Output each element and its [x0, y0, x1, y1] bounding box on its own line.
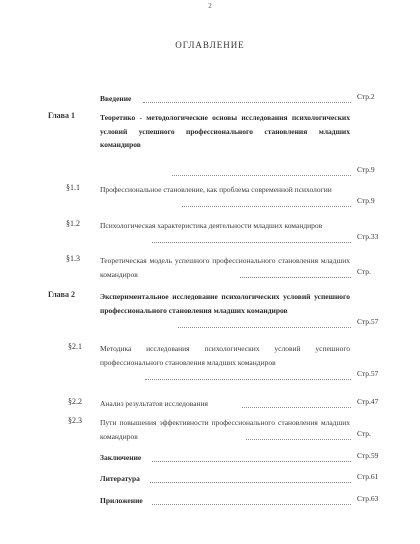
toc-entry-label: Глава 2: [48, 290, 75, 299]
dot-leader: [152, 461, 351, 462]
toc-entry-page: Стр.61: [357, 472, 379, 481]
toc-entry-page: Стр.33: [357, 232, 379, 241]
toc-entry-label: §2.1: [68, 342, 82, 351]
dot-leader: [240, 277, 351, 278]
dot-leader: [172, 175, 351, 176]
dot-leader: [150, 482, 351, 483]
dot-leader: [152, 242, 351, 243]
toc-title: ОГЛАВЛЕНИЕ: [175, 40, 245, 50]
dot-leader: [152, 504, 351, 505]
toc-entry-page: Стр.59: [357, 451, 379, 460]
toc-entry-page: Стр.: [357, 429, 371, 438]
dot-leader: [182, 206, 351, 207]
page-number: 2: [208, 2, 212, 10]
toc-entry-label: §1.3: [66, 254, 80, 263]
toc-entry-text: Литература: [100, 474, 140, 483]
toc-entry-page: Стр.9: [357, 196, 375, 205]
toc-entry-text: Введение: [100, 94, 132, 103]
dot-leader: [242, 407, 351, 408]
toc-entry-page: Стр.63: [357, 494, 379, 503]
toc-entry-page: Стр.9: [357, 165, 375, 174]
toc-entry-text: Заключение: [100, 453, 142, 462]
toc-entry-text: Методика исследования психологических условий успешного профессионального становления младших командиров: [100, 344, 350, 367]
toc-entry-page: Стр.57: [357, 317, 379, 326]
toc-entry-label: §1.1: [66, 183, 80, 192]
toc-entry-label: §2.2: [68, 397, 82, 406]
toc-entry-page: Стр.57: [357, 369, 379, 378]
dot-leader: [178, 327, 351, 328]
toc-entry-page: Стр.47: [357, 397, 379, 406]
toc-entry-label: Глава 1: [48, 111, 75, 120]
toc-entry-text: Анализ результатов исследования: [100, 399, 208, 408]
toc-entry-text: Приложение: [100, 496, 143, 505]
dot-leader: [246, 439, 351, 440]
toc-entry-text: Профессиональное становление, как проблема современной психологии: [100, 185, 332, 194]
toc-entry-text: Экспериментальное исследование психологических условий успешного профессионального становления младших командиров: [100, 292, 350, 315]
toc-entry-label: §2.3: [68, 416, 82, 425]
dot-leader: [145, 379, 351, 380]
toc-entry-text: Теоретическая модель успешного профессионального становления младших командиров: [100, 256, 350, 279]
toc-entry-text: Пути повышения эффективности профессионального становления младших командиров: [100, 418, 350, 441]
toc-entry-text: Психологическая характеристика деятельности младших командиров: [100, 221, 323, 230]
toc-entry-text: Теоретико - методологические основы исследования психологических условий успешного профессионального становления младших командиров: [100, 113, 350, 149]
toc-entry-page: Стр.: [357, 267, 371, 276]
toc-entry-label: §1.2: [66, 219, 80, 228]
dot-leader: [143, 102, 351, 103]
toc-entry-page: Стр.2: [357, 92, 375, 101]
